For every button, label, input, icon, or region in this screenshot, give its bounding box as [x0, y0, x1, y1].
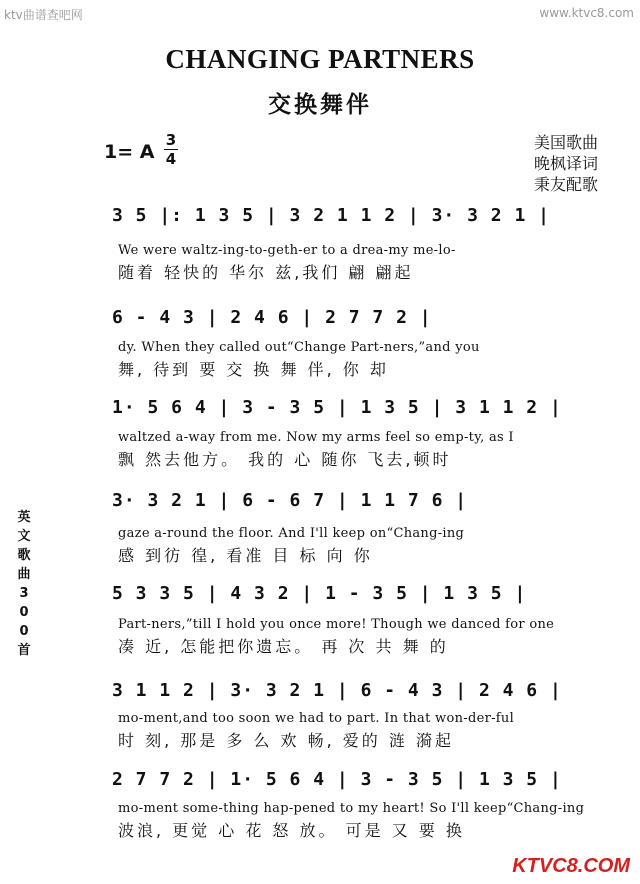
side-char: 首	[17, 643, 31, 658]
side-char: 曲	[17, 567, 31, 582]
lyric-chinese: 舞, 待到 要 交 换 舞 伴, 你 却	[118, 360, 389, 379]
lyric-english: dy. When they called out“Change Part-ners,”and you	[118, 340, 480, 355]
watermark-right: www.ktvc8.com	[539, 6, 634, 20]
lyric-chinese: 凑 近, 怎能把你遗忘。 再 次 共 舞 的	[118, 637, 449, 656]
lyric-chinese: 随着 轻快的 华尔 兹,我们 翩 翩起	[118, 263, 414, 282]
lyric-english: We were waltz-ing-to-geth-er to a drea-my me-lo-	[118, 243, 456, 258]
lyric-chinese: 飘 然去他方。 我的 心 随你 飞去,顿时	[118, 450, 452, 469]
notation-row: 3 1 1 2 | 3· 3 2 1 | 6 - 4 3 | 2 4 6 |	[112, 680, 562, 701]
lyric-english: mo-ment,and too soon we had to part. In that won-der-ful	[118, 711, 515, 726]
side-char: 英	[17, 510, 31, 525]
lyric-english: mo-ment some-thing hap-pened to my heart! So I'll keep“Chang-ing	[118, 801, 585, 816]
time-numerator: 3	[165, 131, 177, 149]
credits	[534, 132, 598, 195]
time-signature	[164, 132, 178, 167]
watermark-left: ktv曲谱查吧网	[4, 8, 83, 22]
side-char: 0	[19, 624, 29, 639]
side-label	[14, 508, 34, 660]
song-title: CHANGING PARTNERS	[165, 44, 475, 74]
notation-row: 1· 5 6 4 | 3 - 3 5 | 1 3 5 | 3 1 1 2 |	[112, 397, 562, 418]
credit-origin: 美国歌曲	[534, 133, 599, 152]
lyric-english: gaze a-round the floor. And I'll keep on“Chang-ing	[118, 526, 465, 541]
lyric-english: Part-ners,”till I hold you once more! Though we danced for one	[118, 617, 555, 632]
lyric-chinese: 时 刻, 那是 多 么 欢 畅, 爱的 涟 漪起	[118, 731, 454, 750]
notation-row: 5 3 3 5 | 4 3 2 | 1 - 3 5 | 1 3 5 |	[112, 583, 527, 604]
song-subtitle: 交换舞伴	[268, 92, 372, 118]
side-char: 歌	[17, 548, 31, 563]
credit-translator: 晚枫译词	[534, 154, 599, 173]
notation-row: 3· 3 2 1 | 6 - 6 7 | 1 1 7 6 |	[112, 490, 468, 511]
side-char: 0	[19, 605, 29, 620]
lyric-english: waltzed a-way from me. Now my arms feel so emp-ty, as I	[118, 430, 514, 445]
notation-row: 3 5 |: 1 3 5 | 3 2 1 1 2 | 3· 3 2 1 |	[112, 205, 550, 226]
side-char: 3	[19, 586, 29, 601]
lyric-chinese: 波浪, 更觉 心 花 怒 放。 可是 又 要 换	[118, 821, 465, 840]
side-char: 文	[17, 529, 31, 544]
time-denominator: 4	[165, 150, 177, 168]
site-logo: KTVC8.COM	[512, 855, 630, 877]
lyric-chinese: 感 到彷 徨, 看准 目 标 向 你	[118, 546, 373, 565]
notation-row: 6 - 4 3 | 2 4 6 | 2 7 7 2 |	[112, 307, 432, 328]
key-signature: 1= A	[104, 141, 155, 163]
credit-arranger: 秉友配歌	[534, 175, 599, 194]
notation-row: 2 7 7 2 | 1· 5 6 4 | 3 - 3 5 | 1 3 5 |	[112, 769, 562, 790]
